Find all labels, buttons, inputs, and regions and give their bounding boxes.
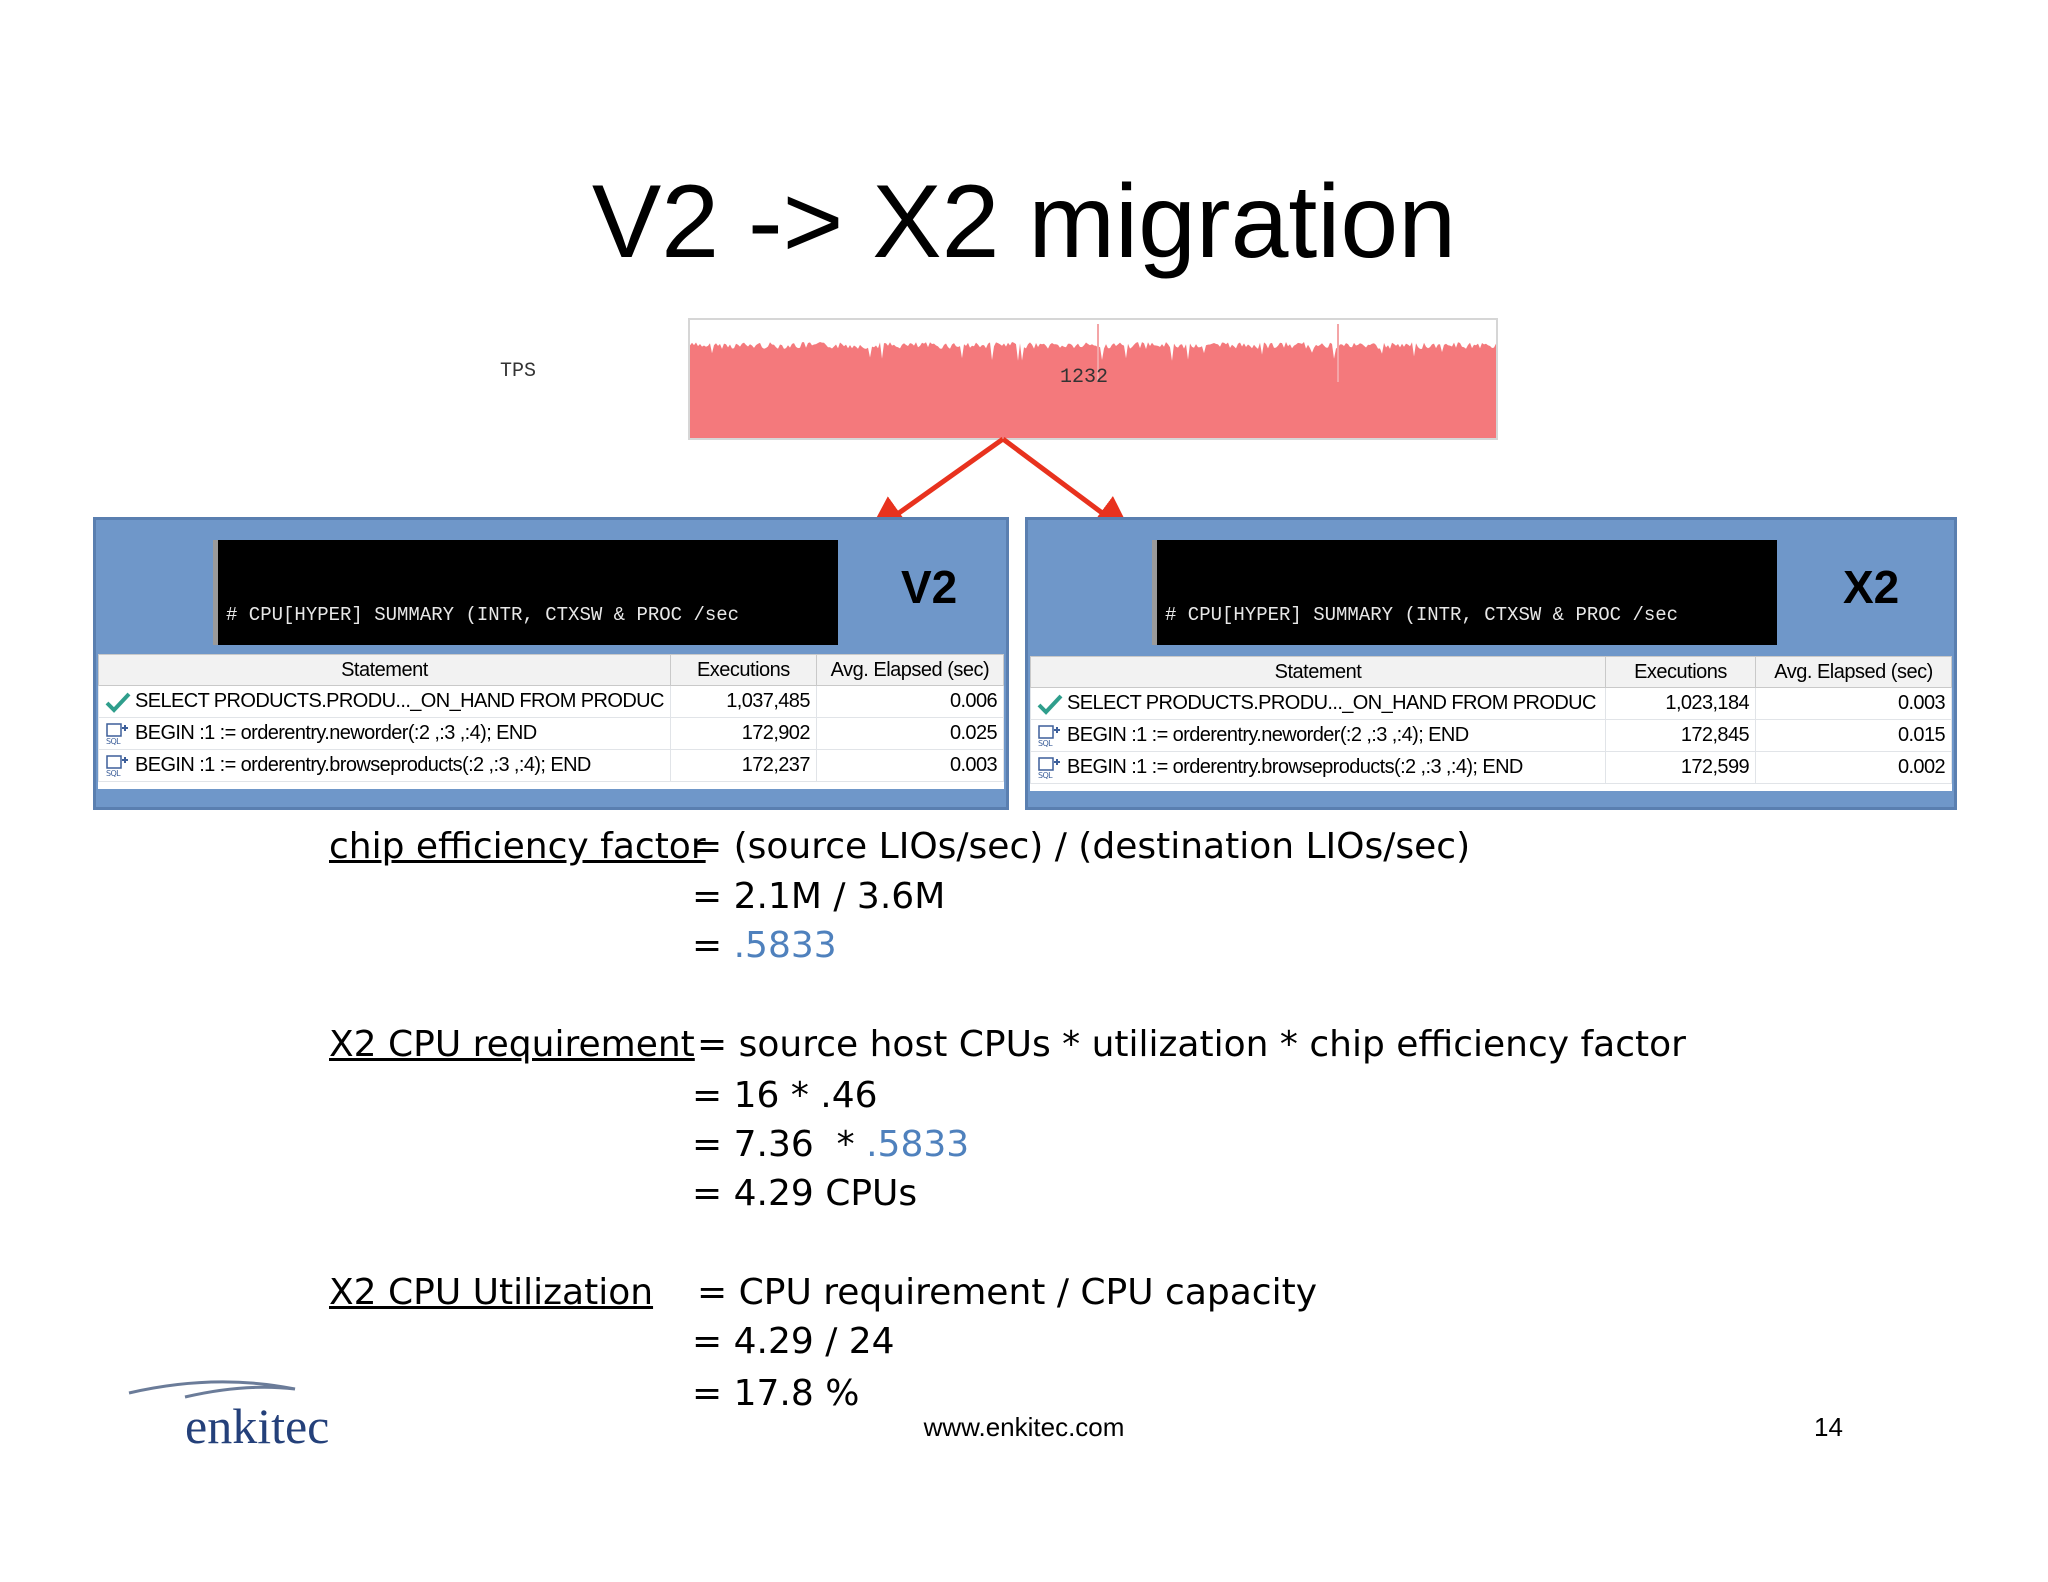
chip-efficiency-line-3-prefix: = [692, 925, 734, 966]
executions-cell: 1,023,184 [1606, 688, 1756, 720]
v2-panel [93, 517, 1009, 810]
column-header-statement[interactable]: Statement [99, 655, 671, 686]
svg-text:SQL: SQL [1038, 770, 1053, 779]
cpu-requirement-line-3 [692, 1124, 969, 1165]
cpu-requirement-factor: .5833 [866, 1124, 970, 1165]
executions-cell: 172,599 [1606, 752, 1756, 784]
elapsed-cell: 0.003 [1756, 688, 1952, 720]
chip-efficiency-line-2: = 2.1M / 3.6M [692, 876, 946, 917]
cpu-requirement-line-2: = 16 * .46 [692, 1075, 878, 1116]
svg-text:SQL: SQL [1038, 738, 1053, 747]
chip-efficiency-value: .5833 [733, 925, 837, 966]
column-header-elapsed[interactable]: Avg. Elapsed (sec) [1756, 657, 1952, 688]
elapsed-cell: 0.006 [816, 686, 1003, 718]
sql-icon [105, 723, 131, 745]
table-row[interactable] [1031, 688, 1952, 720]
svg-text:SQL: SQL [106, 768, 121, 777]
table-row[interactable] [1031, 752, 1952, 784]
cpu-utilization-label: X2 CPU Utilization [329, 1272, 654, 1313]
column-header-statement[interactable]: Statement [1031, 657, 1606, 688]
cpu-requirement-label: X2 CPU requirement [329, 1024, 695, 1065]
svg-text:SQL: SQL [106, 736, 121, 745]
x2-host-label: X2 [1843, 561, 1900, 613]
elapsed-cell: 0.003 [816, 750, 1003, 782]
statement-text: BEGIN :1 := orderentry.browseproducts(:2 ,:3 ,:4); END [1067, 756, 1523, 778]
table-row[interactable] [99, 718, 1004, 750]
elapsed-cell: 0.015 [1756, 720, 1952, 752]
x2-statement-table [1030, 656, 1952, 791]
v2-host-label: V2 [901, 561, 958, 613]
sql-icon [1037, 757, 1063, 779]
x2-terminal-header: # CPU[HYPER] SUMMARY (INTR, CTXSW & PROC /sec [1165, 604, 1679, 626]
cpu-utilization-line-2: = 4.29 / 24 [692, 1321, 895, 1362]
executions-cell: 172,902 [670, 718, 816, 750]
x2-terminal [1152, 540, 1777, 645]
executions-cell: 172,845 [1606, 720, 1756, 752]
statement-text: BEGIN :1 := orderentry.neworder(:2 ,:3 ,:4); END [135, 722, 537, 744]
v2-terminal [213, 540, 838, 645]
tps-value: 1232 [1060, 366, 1109, 389]
statement-text: SELECT PRODUCTS.PRODU..._ON_HAND FROM PRODUC [1067, 692, 1596, 714]
logo-text: enkitec [185, 1398, 330, 1454]
statement-text: BEGIN :1 := orderentry.browseproducts(:2 ,:3 ,:4); END [135, 754, 591, 776]
tps-area [690, 342, 1496, 438]
logo-swoosh [129, 1382, 295, 1397]
cpu-requirement-line-1: = source host CPUs * utilization * chip efficiency factor [697, 1024, 1686, 1065]
x2-panel [1025, 517, 1957, 810]
sql-icon [1037, 725, 1063, 747]
cpu-utilization-line-1: = CPU requirement / CPU capacity [697, 1272, 1318, 1313]
cpu-utilization-line-3: = 17.8 % [692, 1373, 860, 1414]
page-number: 14 [1814, 1412, 1843, 1442]
elapsed-cell: 0.002 [1756, 752, 1952, 784]
table-row[interactable] [1031, 720, 1952, 752]
statement-text: SELECT PRODUCTS.PRODU..._ON_HAND FROM PRODUC [135, 690, 664, 712]
column-header-elapsed[interactable]: Avg. Elapsed (sec) [816, 655, 1003, 686]
chip-efficiency-line-1: = (source LIOs/sec) / (destination LIOs/sec) [692, 826, 1471, 867]
elapsed-cell: 0.025 [816, 718, 1003, 750]
tps-label: TPS [500, 360, 537, 383]
chip-efficiency-line-3 [692, 925, 837, 966]
table-row[interactable] [99, 750, 1004, 782]
executions-cell: 1,037,485 [670, 686, 816, 718]
column-header-executions[interactable]: Executions [1606, 657, 1756, 688]
v2-statement-table [98, 654, 1004, 789]
column-header-executions[interactable]: Executions [670, 655, 816, 686]
slide-title: V2 -> X2 migration [591, 164, 1457, 280]
check-icon [1037, 693, 1063, 715]
chip-efficiency-label: chip efficiency factor [329, 826, 706, 867]
cpu-requirement-line-4: = 4.29 CPUs [692, 1173, 918, 1214]
sql-icon [105, 755, 131, 777]
v2-terminal-header: # CPU[HYPER] SUMMARY (INTR, CTXSW & PROC /sec [226, 604, 740, 626]
table-row[interactable] [99, 686, 1004, 718]
footer-url[interactable]: www.enkitec.com [923, 1412, 1125, 1442]
check-icon [105, 691, 131, 713]
statement-text: BEGIN :1 := orderentry.neworder(:2 ,:3 ,:4); END [1067, 724, 1469, 746]
cpu-requirement-line-3-prefix: = 7.36 * [692, 1124, 867, 1165]
executions-cell: 172,237 [670, 750, 816, 782]
